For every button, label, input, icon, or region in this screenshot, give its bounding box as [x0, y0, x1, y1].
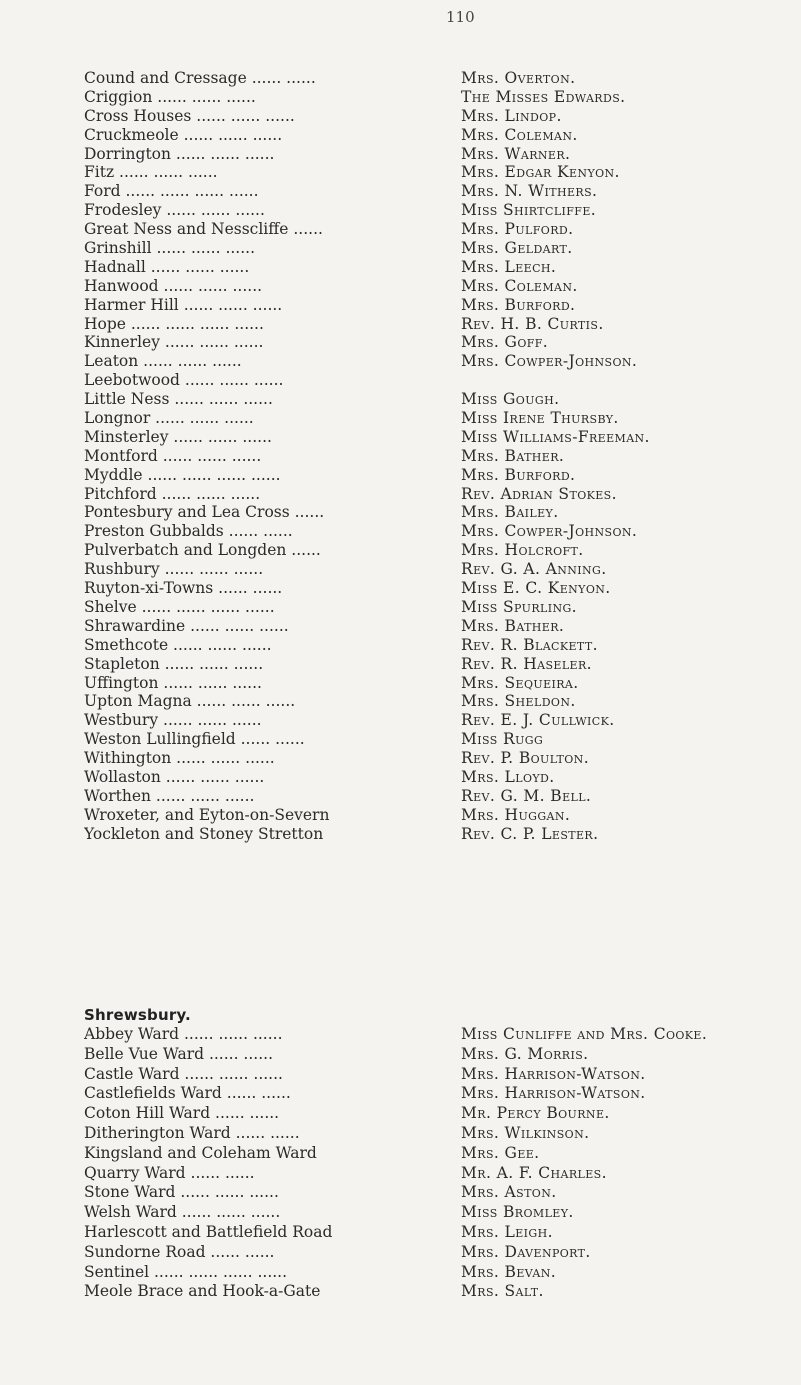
- place-name: Pulverbatch and Longden ......: [84, 541, 321, 560]
- place-name: Stone Ward ...... ...... ......: [84, 1183, 279, 1202]
- representative-name: Mrs. Overton.: [461, 69, 576, 87]
- list-row: [84, 466, 784, 485]
- representative-name: Miss Gough.: [461, 390, 560, 409]
- place-name: Worthen ...... ...... ......: [84, 786, 255, 805]
- representative-name: Mrs. Coleman.: [461, 125, 578, 144]
- place-name: Shrawardine ...... ...... ......: [84, 616, 289, 635]
- place-name: Fitz ...... ...... ......: [84, 163, 218, 182]
- representative-name: Miss Irene Thursby.: [461, 409, 619, 428]
- list-row: [84, 1263, 784, 1283]
- representative-name: Mrs. Goff.: [461, 333, 549, 352]
- place-name: Weston Lullingfield ...... ......: [84, 730, 305, 749]
- place-name: Longnor ...... ...... ......: [84, 409, 254, 428]
- list-row: [84, 674, 784, 693]
- representative-name: Mrs. Leech.: [461, 257, 557, 276]
- representative-name: Miss Rugg: [461, 730, 544, 749]
- representative-name: Mr. Percy Bourne.: [461, 1104, 610, 1123]
- representative-name: Miss Williams-Freeman.: [461, 427, 650, 446]
- place-name: Quarry Ward ...... ......: [84, 1163, 255, 1182]
- place-name: Withington ...... ...... ......: [84, 749, 275, 768]
- representative-name: The Misses Edwards.: [461, 87, 626, 106]
- list-row: [84, 428, 784, 447]
- place-name: Ditherington Ward ...... ......: [84, 1123, 300, 1142]
- list-row: [84, 1144, 784, 1164]
- representative-name: Mrs. Harrison-Watson.: [461, 1084, 646, 1103]
- list-row: [84, 239, 784, 258]
- list-row: [84, 126, 784, 145]
- list-row: [84, 730, 784, 749]
- representative-name: Mrs. Bather.: [461, 446, 565, 465]
- representative-name: Mrs. Edgar Kenyon.: [461, 163, 620, 182]
- representative-name: Mrs. Salt.: [461, 1282, 544, 1301]
- list-row: [84, 655, 784, 674]
- list-row: [84, 1203, 784, 1223]
- list-row: [84, 447, 784, 466]
- list-row: [84, 692, 784, 711]
- representative-name: Mrs. Sheldon.: [461, 692, 576, 711]
- list-row: [84, 69, 784, 88]
- list-row: [84, 182, 784, 201]
- place-name: Castlefields Ward ...... ......: [84, 1084, 291, 1103]
- representative-name: Miss E. C. Kenyon.: [461, 579, 611, 598]
- place-name: Cound and Cressage ...... ......: [84, 69, 316, 87]
- list-row: [84, 541, 784, 560]
- representative-name: Mrs. Huggan.: [461, 805, 571, 824]
- place-name: Rushbury ...... ...... ......: [84, 560, 264, 579]
- representative-name: Mrs. Aston.: [461, 1183, 557, 1202]
- list-row: [84, 579, 784, 598]
- representative-name: Rev. R. Haseler.: [461, 654, 592, 673]
- list-row: [84, 711, 784, 730]
- list-row: [84, 1065, 784, 1085]
- place-name: Great Ness and Nesscliffe ......: [84, 220, 323, 239]
- list-row: [84, 220, 784, 239]
- representative-name: Mrs. Coleman.: [461, 276, 578, 295]
- place-name: Harlescott and Battlefield Road: [84, 1222, 333, 1241]
- list-row: [84, 371, 784, 390]
- representative-name: Mrs. Gee.: [461, 1143, 540, 1162]
- list-row: [84, 825, 784, 844]
- place-name: Welsh Ward ...... ...... ......: [84, 1203, 281, 1222]
- representative-name: Mrs. Lindop.: [461, 106, 562, 125]
- representative-name: Rev. H. B. Curtis.: [461, 314, 604, 333]
- list-row: [84, 88, 784, 107]
- representative-name: Rev. P. Boulton.: [461, 749, 590, 768]
- list-row: [84, 390, 784, 409]
- place-name: Preston Gubbalds ...... ......: [84, 522, 293, 541]
- representative-name: Mrs. Burford.: [461, 295, 576, 314]
- list-row: [84, 503, 784, 522]
- representative-name: Mr. A. F. Charles.: [461, 1163, 607, 1182]
- place-name: Kingsland and Coleham Ward: [84, 1143, 317, 1162]
- place-name: Leebotwood ...... ...... ......: [84, 371, 284, 390]
- list-row: [84, 145, 784, 164]
- place-name: Cross Houses ...... ...... ......: [84, 106, 295, 125]
- place-name: Harmer Hill ...... ...... ......: [84, 295, 283, 314]
- representative-name: Mrs. Warner.: [461, 144, 571, 163]
- representative-name: Mrs. Leigh.: [461, 1222, 553, 1241]
- list-row: [84, 1104, 784, 1124]
- representative-name: Mrs. G. Morris.: [461, 1044, 589, 1063]
- representative-name: Mrs. Lloyd.: [461, 767, 555, 786]
- list-row: [84, 806, 784, 825]
- place-name: Pitchford ...... ...... ......: [84, 484, 261, 503]
- list-row: [84, 1045, 784, 1065]
- representative-name: Mrs. Cowper-Johnson.: [461, 352, 638, 371]
- place-name: Montford ...... ...... ......: [84, 446, 262, 465]
- list-row: [84, 277, 784, 296]
- place-name: Belle Vue Ward ...... ......: [84, 1044, 273, 1063]
- place-name: Abbey Ward ...... ...... ......: [84, 1025, 283, 1043]
- place-name: Leaton ...... ...... ......: [84, 352, 242, 371]
- page-number: 110: [446, 8, 475, 26]
- representative-name: Rev. G. M. Bell.: [461, 786, 592, 805]
- representative-name: Rev. Adrian Stokes.: [461, 484, 617, 503]
- list-row: [84, 409, 784, 428]
- list-row: [84, 352, 784, 371]
- representative-name: Rev. G. A. Anning.: [461, 560, 607, 579]
- place-name: Kinnerley ...... ...... ......: [84, 333, 264, 352]
- place-name: Uffington ...... ...... ......: [84, 673, 262, 692]
- representative-name: Mrs. Harrison-Watson.: [461, 1064, 646, 1083]
- representative-name: Mrs. Pulford.: [461, 220, 574, 239]
- list-row: [84, 1183, 784, 1203]
- list-row: [84, 768, 784, 787]
- parish-list: [84, 69, 784, 844]
- list-row: [84, 296, 784, 315]
- list-row: [84, 1243, 784, 1263]
- section-heading: Shrewsbury.: [84, 1006, 191, 1024]
- representative-name: Rev. C. P. Lester.: [461, 824, 599, 843]
- list-row: [84, 1124, 784, 1144]
- place-name: Myddle ...... ...... ...... ......: [84, 465, 281, 484]
- list-row: [84, 201, 784, 220]
- place-name: Pontesbury and Lea Cross ......: [84, 503, 325, 522]
- list-row: [84, 1164, 784, 1184]
- place-name: Wroxeter, and Eyton-on-Severn: [84, 805, 330, 824]
- place-name: Smethcote ...... ...... ......: [84, 635, 272, 654]
- list-row: [84, 617, 784, 636]
- list-row: [84, 258, 784, 277]
- place-name: Dorrington ...... ...... ......: [84, 144, 275, 163]
- list-row: [84, 598, 784, 617]
- representative-name: Miss Shirtcliffe.: [461, 201, 597, 220]
- representative-name: Mrs. Sequeira.: [461, 673, 579, 692]
- place-name: Wollaston ...... ...... ......: [84, 767, 265, 786]
- place-name: Castle Ward ...... ...... ......: [84, 1064, 283, 1083]
- list-row: [84, 1282, 784, 1302]
- place-name: Meole Brace and Hook-a-Gate: [84, 1282, 321, 1301]
- place-name: Hanwood ...... ...... ......: [84, 276, 263, 295]
- place-name: Sundorne Road ...... ......: [84, 1242, 275, 1261]
- list-row: [84, 107, 784, 126]
- place-name: Shelve ...... ...... ...... ......: [84, 597, 275, 616]
- place-name: Stapleton ...... ...... ......: [84, 654, 264, 673]
- list-row: [84, 1084, 784, 1104]
- place-name: Westbury ...... ...... ......: [84, 711, 262, 730]
- representative-name: Rev. E. J. Cullwick.: [461, 711, 615, 730]
- place-name: Ruyton-xi-Towns ...... ......: [84, 579, 283, 598]
- list-row: [84, 749, 784, 768]
- list-row: [84, 636, 784, 655]
- place-name: Frodesley ...... ...... ......: [84, 201, 265, 220]
- representative-name: Miss Spurling.: [461, 597, 577, 616]
- representative-name: Miss Bromley.: [461, 1203, 574, 1222]
- representative-name: Mrs. Cowper-Johnson.: [461, 522, 638, 541]
- place-name: Grinshill ...... ...... ......: [84, 239, 256, 258]
- representative-name: Mrs. Bevan.: [461, 1262, 557, 1281]
- place-name: Upton Magna ...... ...... ......: [84, 692, 296, 711]
- representative-name: Mrs. Geldart.: [461, 239, 573, 258]
- representative-name: Mrs. Bather.: [461, 616, 565, 635]
- shrewsbury-list: [84, 1005, 784, 1302]
- list-row: [84, 485, 784, 504]
- list-row: [84, 522, 784, 541]
- representative-name: Mrs. Holcroft.: [461, 541, 584, 560]
- list-row: [84, 333, 784, 352]
- place-name: Coton Hill Ward ...... ......: [84, 1104, 280, 1123]
- representative-name: Miss Cunliffe and Mrs. Cooke.: [461, 1025, 708, 1043]
- place-name: Yockleton and Stoney Stretton: [84, 824, 324, 843]
- representative-name: Mrs. Davenport.: [461, 1242, 591, 1261]
- place-name: Little Ness ...... ...... ......: [84, 390, 273, 409]
- place-name: Hadnall ...... ...... ......: [84, 257, 250, 276]
- place-name: Hope ...... ...... ...... ......: [84, 314, 264, 333]
- place-name: Cruckmeole ...... ...... ......: [84, 125, 283, 144]
- list-row: [84, 560, 784, 579]
- representative-name: Mrs. Burford.: [461, 465, 576, 484]
- place-name: Criggion ...... ...... ......: [84, 87, 256, 106]
- list-row: [84, 163, 784, 182]
- list-row: [84, 787, 784, 806]
- representative-name: Rev. R. Blackett.: [461, 635, 598, 654]
- representative-name: Mrs. Bailey.: [461, 503, 559, 522]
- list-row: [84, 1025, 784, 1045]
- place-name: Minsterley ...... ...... ......: [84, 427, 272, 446]
- place-name: Sentinel ...... ...... ...... ......: [84, 1262, 288, 1281]
- list-row: [84, 1223, 784, 1243]
- list-row: [84, 315, 784, 334]
- representative-name: Mrs. N. Withers.: [461, 182, 598, 201]
- representative-name: Mrs. Wilkinson.: [461, 1123, 590, 1142]
- place-name: Ford ...... ...... ...... ......: [84, 182, 259, 201]
